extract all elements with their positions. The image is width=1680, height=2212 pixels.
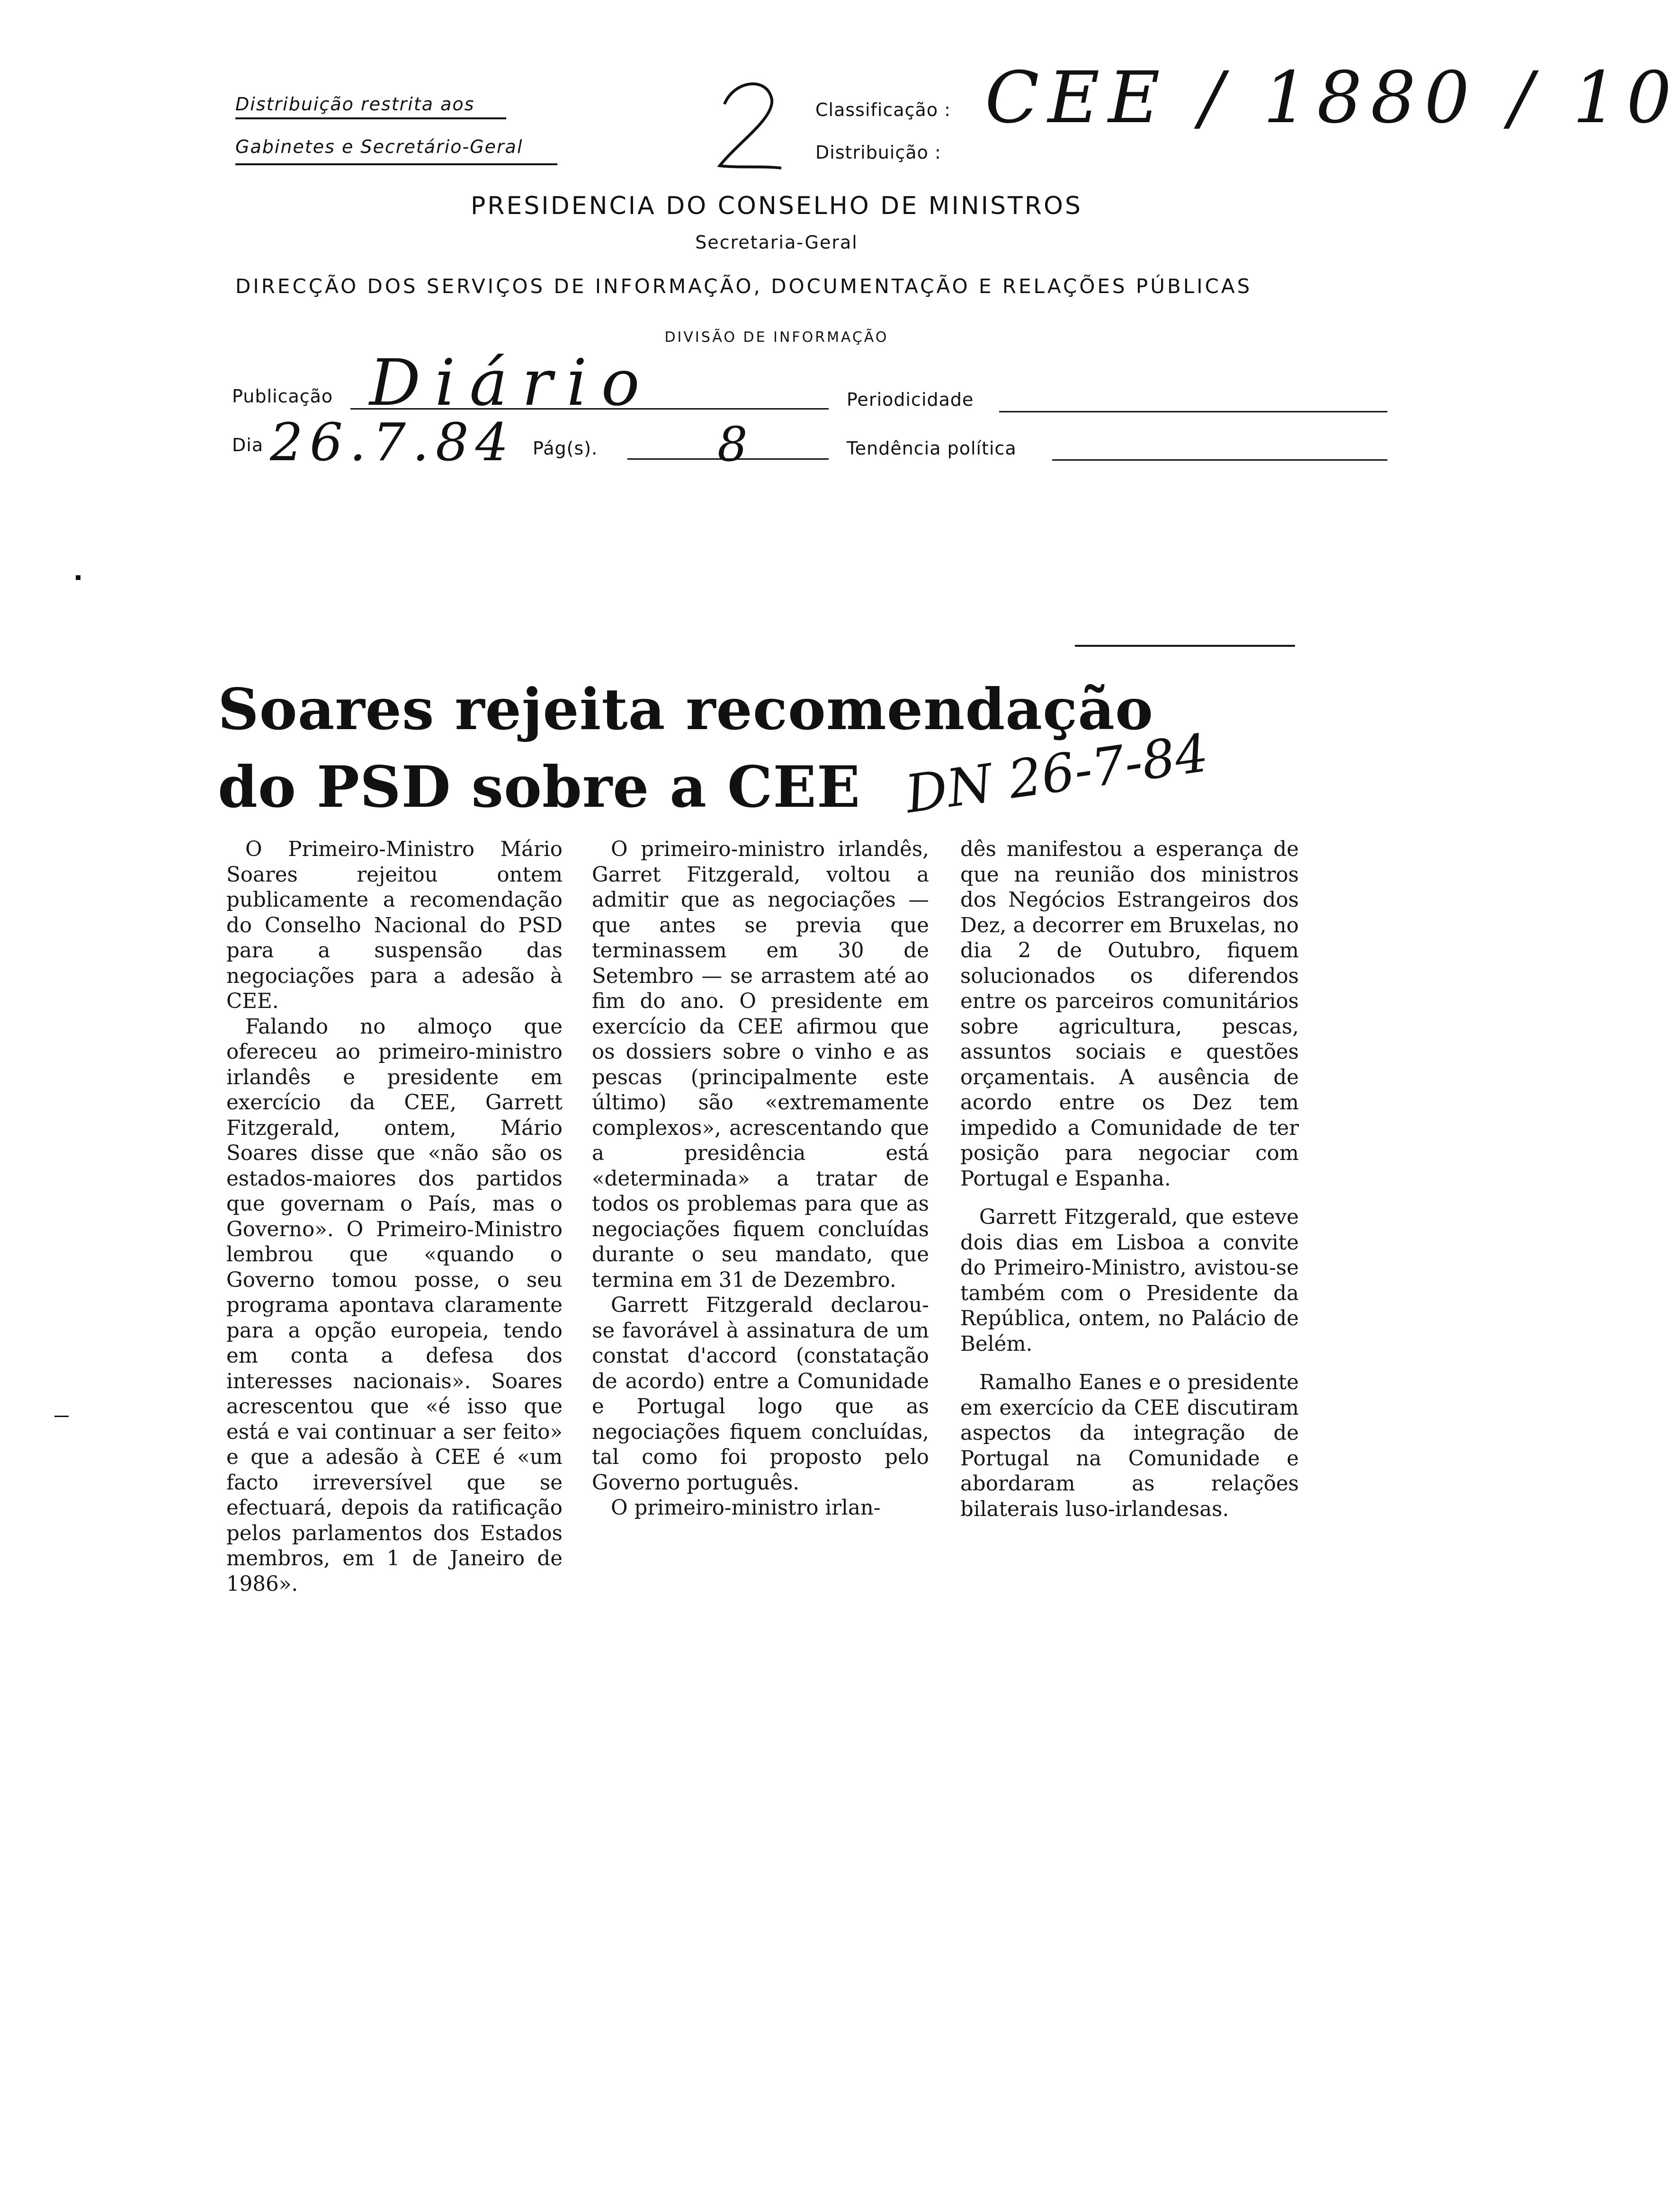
article-column-2 [592, 837, 929, 1521]
directorate-title: DIRECÇÃO DOS SERVIÇOS DE INFORMAÇÃO, DOCUMENTAÇÃO E RELAÇÕES PÚBLICAS [235, 275, 1252, 298]
agency-title: PRESIDENCIA DO CONSELHO DE MINISTROS [471, 192, 1082, 220]
periodicity-line [999, 411, 1387, 412]
handwritten-reference: CEE / 1880 / 10 [985, 57, 1680, 139]
publication-value: Diário [369, 346, 654, 420]
article-paragraph: Garrett Fitzgerald declarou-se favorável à assinatura de um constat d'accord (constatação de acordo) entre a Comunidade e Portugal logo que as negociações fiquem concluídas, tal como foi proposto pelo Governo português. [592, 1293, 929, 1495]
handwritten-number-icon [710, 71, 786, 185]
article-paragraph: Ramalho Eanes e o presidente em exercício da CEE discutiram aspectos da integração de Portugal na Comunidade e abordaram as relações bilaterais luso-irlandesas. [960, 1371, 1299, 1521]
pages-value: 8 [717, 417, 748, 472]
article-column-3 [960, 837, 1299, 1522]
division-title: DIVISÃO DE INFORMAÇÃO [664, 329, 889, 346]
classification-label: Classificação : [815, 99, 951, 120]
tendency-line [1052, 459, 1387, 461]
day-label: Dia [232, 435, 264, 455]
distribution-line-2: Gabinetes e Secretário-Geral [235, 136, 523, 157]
article-paragraph: O primeiro-ministro irlandês, Garret Fitzgerald, voltou a admitir que as negociações — que antes se previa que terminassem em 30 de Setembro — se arrastem até ao fim do ano. O presidente em exercício da CEE afirmou que os dossiers sobre o vinho e as pescas (principalmente este último) são «extremamente complexos», acrescentando que a presidência está «determinada» a tratar de todos os problemas para que as negociações fiquem concluídas durante o seu mandato, que termina em 31 de Dezembro. [592, 838, 929, 1292]
article-paragraph: Falando no almoço que ofereceu ao primeiro-ministro irlandês e presidente em exercício da CEE, Garrett Fitzgerald, ontem, Mário Soares disse que «não são os estados-maiores dos partidos que governam o País, mas o Governo». O Primeiro-Ministro lembrou que «quando o Governo tomou posse, o seu programa apontava claramente para a opção europeia, tendo em conta a defesa dos interesses nacionais». Soares acrescentou que «é isso que está e vai continuar a ser feito» e que a adesão à CEE é «um facto irreversível que se efectuará, depois da ratificação pelos parlamentos dos Estados membros, em 1 de Janeiro de 1986». [226, 1015, 563, 1596]
tendency-label: Tendência política [847, 438, 1017, 459]
distribution-divider [235, 117, 506, 119]
distribution-label: Distribuição : [815, 142, 941, 163]
scan-speck [76, 575, 80, 580]
handwritten-number-mark [710, 71, 786, 185]
article-paragraph: O Primeiro-Ministro Mário Soares rejeitou ontem publicamente a recomendação do Conselho Nacional do PSD para a suspensão das negociações para a adesão à CEE. [226, 838, 563, 1013]
secretariat-title: Secretaria-Geral [695, 232, 858, 253]
distribution-line-1: Distribuição restrita aos [235, 94, 475, 115]
distribution-underline [235, 163, 557, 165]
article-paragraph: Garrett Fitzgerald, que esteve dois dias em Lisboa a convite do Primeiro-Ministro, avistou-se também com o Presidente da República, ontem, no Palácio de Belém. [960, 1205, 1299, 1356]
handwritten-date: DN 26-7-84 [902, 722, 1212, 825]
article-column-1 [226, 837, 563, 1597]
article-paragraph: dês manifestou a esperança de que na reunião dos ministros dos Negócios Estrangeiros dos Dez, a decorrer em Bruxelas, no dia 2 de Outubro, fiquem solucionados os diferendos entre os parceiros comunitários sobre agricultura, pescas, assuntos sociais e questões orçamentais. A ausência de acordo entre os Dez tem impedido a Comunidade de ter posição para negociar com Portugal e Espanha. [960, 838, 1299, 1191]
day-value: 26.7.84 [270, 412, 515, 473]
headline-line-2: do PSD sobre a CEE [218, 754, 861, 821]
headline-line-1: Soares rejeita recomendação [218, 676, 1154, 743]
article-paragraph: O primeiro-ministro irlan- [611, 1496, 881, 1520]
pages-label: Pág(s). [533, 438, 598, 459]
publication-label: Publicação [232, 386, 333, 407]
periodicity-label: Periodicidade [847, 389, 974, 410]
clipping-rule [1075, 645, 1295, 647]
scan-dash [54, 1416, 69, 1417]
